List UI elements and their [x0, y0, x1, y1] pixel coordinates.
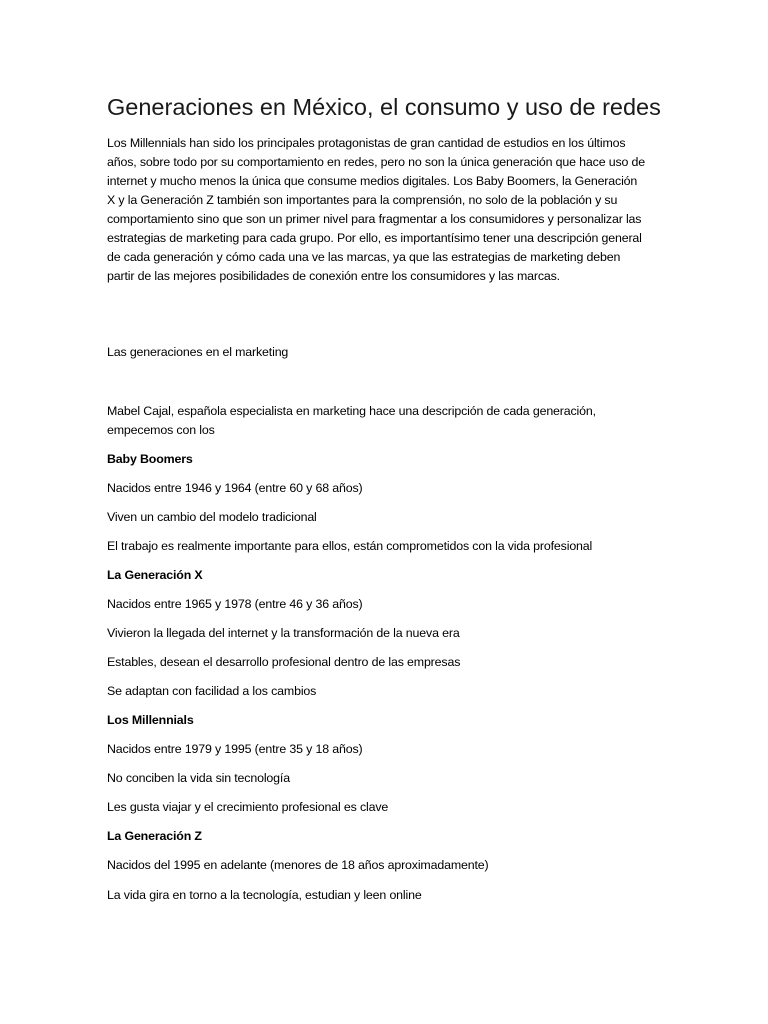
baby-boomers-item: El trabajo es realmente importante para ellos, están comprometidos con la vida profesional — [107, 539, 593, 553]
generation-x-item: Estables, desean el desarrollo profesional dentro de las empresas — [107, 655, 461, 669]
intro-paragraph: Los Millennials han sido los principales protagonistas de gran cantidad de estudios en los últimos años, sobre todo por su comportamiento en redes, pero no son la única generación que hace uso de internet y mucho menos la única que consume medios digitales. Los Baby Boomers, la Generación X y la Generación Z también son importantes para la comprensión, no solo de la población y su comportamiento sino que son un primer nivel para fragmentar a los consumidores y personalizar las estrategias de marketing para cada grupo. Por ello, es importantísimo tener una descripción general de cada generación y cómo cada una ve las marcas, ya que las estrategias de marketing deben partir de las mejores posibilidades de conexión entre los consumidores y las marcas. — [107, 136, 646, 283]
millennials-item: No conciben la vida sin tecnología — [107, 771, 290, 785]
millennials-item: Nacidos entre 1979 y 1995 (entre 35 y 18 años) — [107, 742, 363, 756]
baby-boomers-item: Nacidos entre 1946 y 1964 (entre 60 y 68 años) — [107, 481, 363, 495]
generation-z-item: La vida gira en torno a la tecnología, estudian y leen online — [107, 888, 422, 902]
lead-paragraph: Mabel Cajal, española especialista en marketing hace una descripción de cada generación, empecemos con los — [107, 404, 596, 437]
generation-x-item: Nacidos entre 1965 y 1978 (entre 46 y 36 años) — [107, 597, 363, 611]
millennials-heading: Los Millennials — [107, 713, 194, 727]
document-title: Generaciones en México, el consumo y uso de redes — [107, 94, 661, 120]
generation-z-heading: La Generación Z — [107, 829, 202, 843]
baby-boomers-heading: Baby Boomers — [107, 452, 193, 466]
baby-boomers-item: Viven un cambio del modelo tradicional — [107, 510, 317, 524]
millennials-item: Les gusta viajar y el crecimiento profesional es clave — [107, 800, 389, 814]
generation-x-item: Vivieron la llegada del internet y la transformación de la nueva era — [107, 626, 460, 640]
generation-z-item: Nacidos del 1995 en adelante (menores de 18 años aproximadamente) — [107, 858, 489, 872]
generation-x-item: Se adaptan con facilidad a los cambios — [107, 684, 317, 698]
generation-x-heading: La Generación X — [107, 568, 203, 582]
section-title: Las generaciones en el marketing — [107, 345, 289, 359]
